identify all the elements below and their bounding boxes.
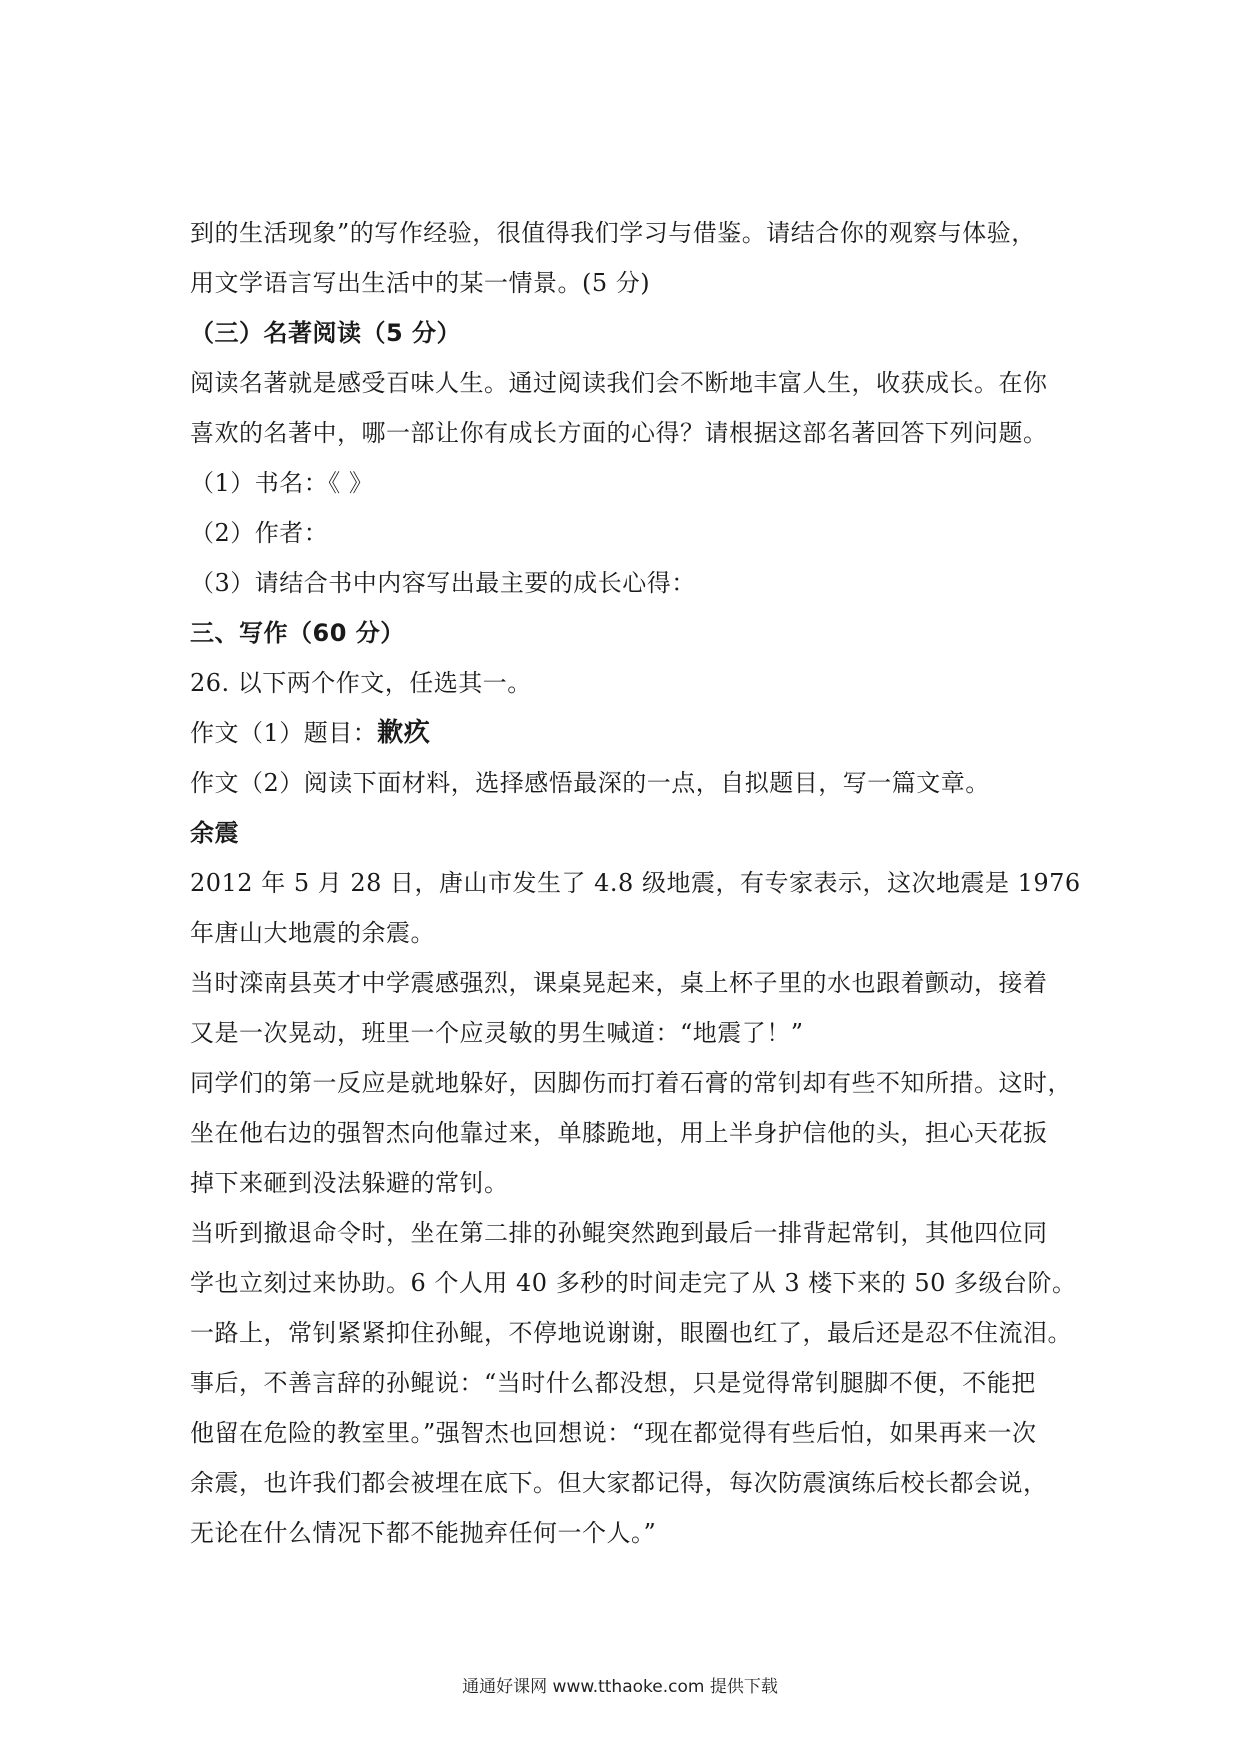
- material-line: 当时滦南县英才中学震感强烈，课桌晃起来，桌上杯子里的水也跟着颤动，接着: [190, 969, 1048, 997]
- question-author: （2）作者：: [190, 519, 329, 547]
- document-page: [190, 208, 1081, 1558]
- essay-1: [190, 708, 1070, 758]
- material-line: 他留在危险的教室里。”强智杰也回想说：“现在都觉得有些后怕，如果再来一次: [190, 1419, 1037, 1447]
- intro-line-2: 用文学语言写出生活中的某一情景。(5 分): [190, 269, 651, 297]
- question-book-name: （1）书名：《 》: [190, 469, 374, 497]
- material-line: 2012 年 5 月 28 日，唐山市发生了 4.8 级地震，有专家表示，这次地震是 1976: [190, 869, 1081, 897]
- material-line: 掉下来砸到没法躲避的常钊。: [190, 1169, 509, 1197]
- essay-1-title: 歉疚: [377, 718, 431, 748]
- section-three-heading: （三）名著阅读（5 分）: [190, 319, 462, 347]
- essay-2: 作文（2）阅读下面材料，选择感悟最深的一点，自拟题目，写一篇文章。: [190, 769, 990, 797]
- material-line: 又是一次晃动，班里一个应灵敏的男生喊道：“地震了！”: [190, 1019, 804, 1047]
- material-line: 坐在他右边的强智杰向他靠过来，单膝跪地，用上半身护信他的头，担心天花扳: [190, 1119, 1048, 1147]
- question-26: 26. 以下两个作文，任选其一。: [190, 669, 532, 697]
- material-line: 无论在什么情况下都不能抛弃任何一个人。”: [190, 1519, 657, 1547]
- reading-para-line-1: 阅读名著就是感受百味人生。通过阅读我们会不断地丰富人生，收获成长。在你: [190, 369, 1048, 397]
- essay-1-prefix: 作文（1）题目：: [190, 719, 378, 747]
- material-line: 年唐山大地震的余震。: [190, 919, 435, 947]
- material-line: 事后，不善言辞的孙鲲说：“当时什么都没想，只是觉得常钊腿脚不便，不能把: [190, 1369, 1036, 1397]
- material-line: 学也立刻过来协助。6 个人用 40 多秒的时间走完了从 3 楼下来的 50 多级台阶。: [190, 1269, 1077, 1297]
- intro-line-1: 到的生活现象”的写作经验，很值得我们学习与借鉴。请结合你的观察与体验，: [190, 219, 1036, 247]
- question-growth: （3）请结合书中内容写出最主要的成长心得：: [190, 569, 696, 597]
- material-line: 一路上，常钊紧紧抑住孙鲲，不停地说谢谢，眼圈也红了，最后还是忍不住流泪。: [190, 1319, 1072, 1347]
- material-line: 余震，也许我们都会被埋在底下。但大家都记得，每次防震演练后校长都会说，: [190, 1469, 1048, 1497]
- writing-heading: 三、写作（60 分）: [190, 619, 405, 647]
- material-title: 余震: [190, 819, 239, 847]
- footer-source: 通通好课网 www.tthaoke.com 提供下载: [462, 1677, 778, 1697]
- reading-para-line-2: 喜欢的名著中，哪一部让你有成长方面的心得？请根据这部名著回答下列问题。: [190, 419, 1048, 447]
- material-line: 当听到撤退命令时，坐在第二排的孙鲲突然跑到最后一排背起常钊，其他四位同: [190, 1219, 1048, 1247]
- material-line: 同学们的第一反应是就地躲好，因脚伤而打着石膏的常钊却有些不知所措。这时，: [190, 1069, 1072, 1097]
